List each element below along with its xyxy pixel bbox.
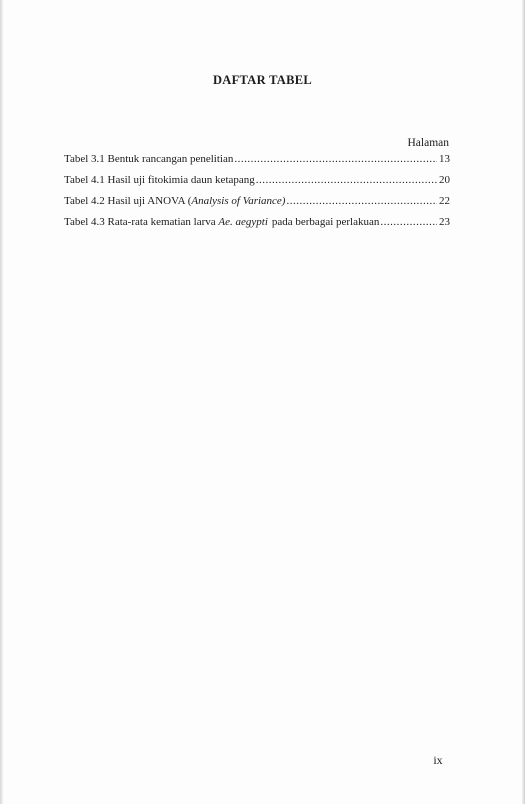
toc-entry-label-text: Tabel 4.3 Rata-rata kematian larva <box>64 216 219 228</box>
toc-entry-label-text: Tabel 3.1 Bentuk rancangan penelitian <box>64 153 234 165</box>
table-of-tables <box>64 153 450 237</box>
page-column-heading: Halaman <box>407 137 449 149</box>
toc-entry-label <box>64 216 379 228</box>
page-title: DAFTAR TABEL <box>212 73 313 87</box>
toc-entry-page: 22 <box>439 195 450 207</box>
toc-entry-label <box>64 195 285 207</box>
scan-edge-left <box>0 0 3 804</box>
toc-entry-page: 20 <box>439 174 450 186</box>
toc-entry-label-italic: Ae. aegypti <box>218 216 268 228</box>
toc-entry-label <box>64 174 255 186</box>
toc-entry-label <box>64 153 233 165</box>
dot-leader <box>234 153 437 165</box>
toc-entry-3-1[interactable] <box>64 153 450 174</box>
toc-entry-page: 13 <box>439 153 450 165</box>
dot-leader <box>256 174 437 186</box>
dot-leader <box>380 216 437 228</box>
toc-entry-label-italic: Analysis of Variance) <box>191 195 286 207</box>
toc-entry-4-1[interactable] <box>64 174 450 195</box>
toc-entry-page: 23 <box>439 216 450 228</box>
toc-entry-label-text: Tabel 4.2 Hasil uji ANOVA ( <box>64 195 192 207</box>
dot-leader <box>286 195 437 207</box>
toc-entry-label-suffix: pada berbagai perlakuan <box>271 216 380 228</box>
toc-entry-4-3[interactable] <box>64 216 450 237</box>
page-number: ix <box>433 753 443 767</box>
toc-entry-label-text: Tabel 4.1 Hasil uji fitokimia daun ketapang <box>64 174 255 186</box>
toc-entry-4-2[interactable] <box>64 195 450 216</box>
